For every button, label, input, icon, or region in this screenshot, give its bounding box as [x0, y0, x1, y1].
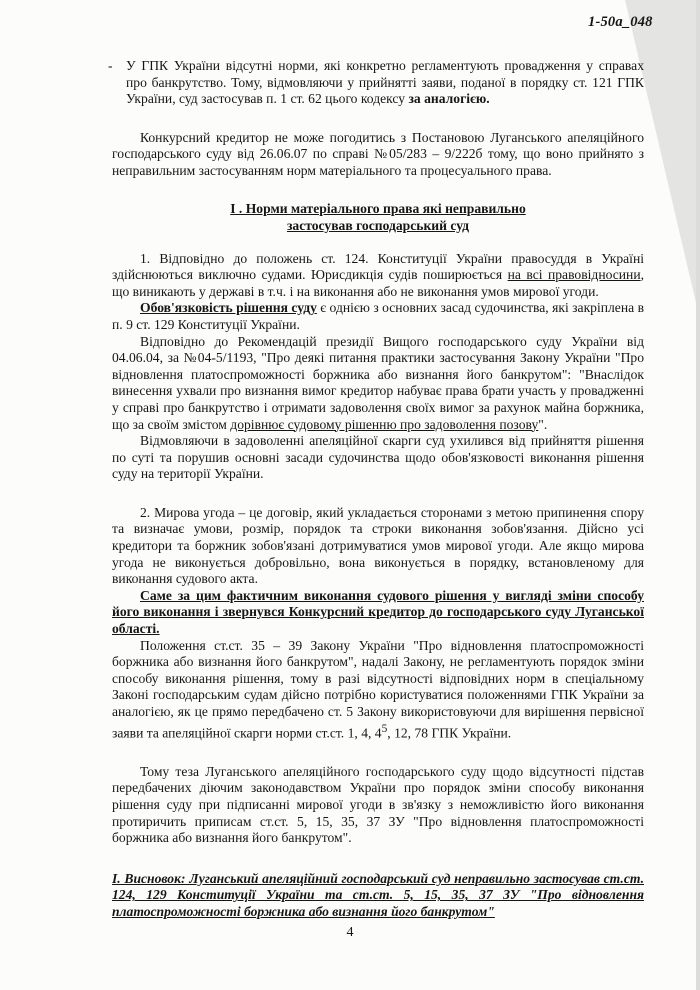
heading-line-2: застосував господарський суд [286, 217, 470, 233]
conclusion: І. Висновок: Луганський апеляційний господарський суд неправильно застосував ст.ст. 124, 129 Конституції України та ст.ст. 5, 15, 35, 37 ЗУ "Про відновлення платоспроможності боржника або визнання його банкрутом" [112, 870, 644, 919]
paragraph-2 [112, 300, 644, 333]
p3-text-a: Відповідно до Рекомендацій президії Вищого господарського суду України від 04.06.04, за №04-5/1193, "Про деякі питання практики застосування Закону України "Про відновлення платоспроможності боржника або визнання його банкрутом": "Внаслідок винесення ухвали про визнання вимог кредитор набуває права брати участь у провадженні у справі про банкрутство і отримати задоволення своїх вимог за рахунок майна боржника, що за своїм змістом [112, 333, 644, 432]
p2-text-b: є однією з основних засад судочинства, які закріплена в п. 9 ст. 129 Конституції України. [112, 300, 644, 332]
p1-text-b: , що виникають у державі в т.ч. і на виконання або не виконання умов мирової угоди. [112, 267, 644, 299]
paragraph-8: Тому теза Луганського апеляційного господарського суду щодо відсутності підстав передбачених діючим законодавством України про порядок зміни способу виконання рішення суду при підписанні мирової угоди в зв'язку з неможливістю його виконання протиричить приписам ст.ст. 5, 15, 35, 37 ЗУ "Про відновлення платоспроможності боржника або визнання його банкрутом". [112, 763, 644, 846]
heading-line-1: І . Норми матеріального права які неправильно [230, 200, 526, 216]
paragraph-7 [112, 638, 644, 742]
p3-text-b: ". [538, 416, 548, 432]
bullet-text: У ГПК України відсутні норми, які конкретно регламентують провадження у справах про банкрутство. Тому, відмовляючи у прийнятті заяви, поданої в порядку ст. 121 ГПК України, суд застосував п. 1 ст. 62 цього кодексу [126, 58, 644, 107]
p1-text-a: 1. Відповідно до положень ст. 124. Конституції України правосуддя в Україні здійснюються виключно судами. Юрисдикція судів поширюється [112, 250, 644, 283]
bullet-dash: - [108, 58, 113, 73]
bullet-paragraph [108, 58, 644, 108]
paragraph-4: Відмовляючи в задоволенні апеляційної скарги суд ухилився від прийняття рішення по суті та порушив основні засади судочинства щодо обов'язковості виконання рішення суду на території України. [112, 433, 644, 482]
page-number: 4 [346, 925, 354, 940]
p1-underlined: на всі правовідносини [507, 267, 641, 283]
bullet-bold-tail: за аналогією. [408, 91, 490, 107]
document-body [108, 58, 644, 920]
p3-underlined: дорівнює судовому рішенню про задоволення позову [230, 416, 539, 432]
paragraph-5: 2. Мирова угода – це договір, який укладається сторонами з метою припинення спору та визначає умови, розмір, порядок та строки виконання зобов'язання. Дійсно усі кредитори та боржник зобов'язані дотримуватися умов мирової угоди. Але якщо мирова угода не виконується добровільно, вона виконується в порядку, встановленому для виконання судового акта. [112, 504, 644, 587]
p7-text-b: , 12, 78 ГПК України. [387, 725, 512, 741]
document-reference: 1-50a_048 [588, 14, 653, 30]
p2-underlined: Обов'язковість рішення суду [140, 300, 317, 316]
paragraph-6: Саме за цим фактичним виконання судового рішення у вигляді зміни способу його виконання і звернувся Конкурсний кредитор до господарського суду Луганської області. [112, 587, 644, 637]
p7-superscript: 5 [381, 722, 388, 735]
paragraph-1 [112, 251, 644, 301]
paragraph-disagree: Конкурсний кредитор не може погодитись з Постановою Луганського апеляційного господарського суду від 26.06.07 по справі №05/283 – 9/222б тому, що воно прийнято з неправильним застосуванням норм матеріального та процесуального права. [112, 129, 644, 178]
section-heading-1 [112, 200, 644, 234]
paragraph-3 [112, 334, 644, 434]
p7-text-a: Положення ст.ст. 35 – 39 Закону України "Про відновлення платоспроможності боржника або визнання його банкрутом", надалі Закону, не регламентують порядок зміни способу виконання рішення, тому в разі відсутності відповідних норм в спеціальному Законі господарським судам дійсно потрібно користуватися положеннями ГПК України за аналогією, як це прямо передбачено ст. 5 Закону використовуючи для вирішення первісної заяви та апеляційної скарги норми ст.ст. 1, 4, 4 [112, 637, 644, 741]
page-edge [696, 0, 700, 990]
